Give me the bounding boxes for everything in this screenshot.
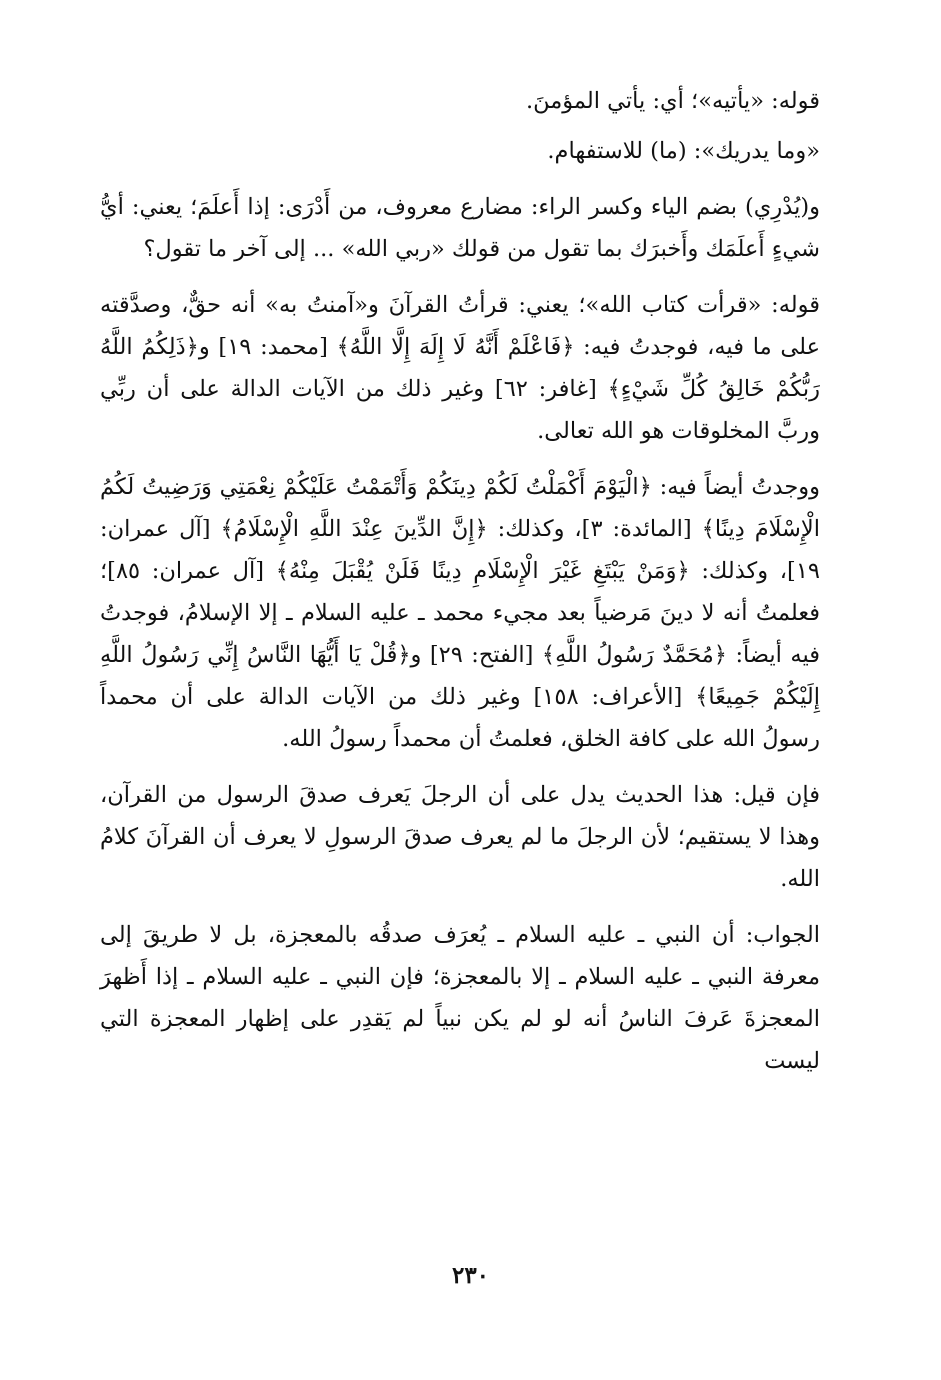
paragraph-6: فإن قيل: هذا الحديث يدل على أن الرجلَ يَعرف صدقَ الرسول من القرآن، وهذا لا يستقيم؛ لأن الرجلَ ما لم يعرف صدقَ الرسولِ لا يعرف أن القرآنَ كلامُ الله. (100, 782, 820, 892)
page-body (100, 80, 820, 1082)
paragraph-5: ووجدتُ أيضاً فيه: ﴿الْيَوْمَ أَكْمَلْتُ لَكُمْ دِينَكُمْ وَأَتْمَمْتُ عَلَيْكُمْ نِعْمَتِي وَرَضِيتُ لَكُمُ الْإِسْلَامَ دِينًا﴾ [المائدة: ٣]، وكذلك: ﴿إِنَّ الدِّينَ عِنْدَ اللَّهِ الْإِسْلَامُ﴾ [آل عمران: ١٩]، وكذلك: ﴿وَمَنْ يَبْتَغِ غَيْرَ الْإِسْلَامِ دِينًا فَلَنْ يُقْبَلَ مِنْهُ﴾ [آل عمران: ٨٥]؛ فعلمتُ أنه لا دينَ مَرضياً بعد مجيء محمد ـ عليه السلام ـ إلا الإسلامُ، فوجدتُ فيه أيضاً: ﴿مُحَمَّدٌ رَسُولُ اللَّهِ﴾ [الفتح: ٢٩] و﴿قُلْ يَا أَيُّهَا النَّاسُ إِنِّي رَسُولُ اللَّهِ إِلَيْكُمْ جَمِيعًا﴾ [الأعراف: ١٥٨] وغير ذلك من الآيات الدالة على أن محمداً رسولُ الله على كافة الخلق، فعلمتُ أن محمداً رسولُ الله. (100, 474, 820, 752)
paragraph-2: «وما يدريك»: (ما) للاستفهام. (547, 138, 820, 164)
paragraph-3: و(يُدْرِي) بضم الياء وكسر الراء: مضارع معروف، من أَدْرَى: إذا أَعلَمَ؛ يعني: أيُّ شيءٍ أَعلَمَك وأَخبرَك بما تقول من قولك «ربي الله» ... إلى آخر ما تقول؟ (100, 194, 820, 262)
page-number: ٢٣٠ (451, 1262, 490, 1289)
paragraph-7: الجواب: أن النبي ـ عليه السلام ـ يُعرَف صدقُه بالمعجزة، بل لا طريقَ إلى معرفة النبي ـ عليه السلام ـ إلا بالمعجزة؛ فإن النبي ـ عليه السلام ـ إذا أَظهرَ المعجزةَ عَرفَ الناسُ أنه لو لم يكن نبياً لم يَقدِر على إظهار المعجزة التي ليست (100, 922, 820, 1074)
paragraph-4: قوله: «قرأت كتاب الله»؛ يعني: قرأتُ القرآنَ و«آمنتُ به» أنه حقٌّ، وصدَّقته على ما فيه، فوجدتُ فيه: ﴿فَاعْلَمْ أَنَّهُ لَا إِلَهَ إِلَّا اللَّهُ﴾ [محمد: ١٩] و﴿ذَلِكُمُ اللَّهُ رَبُّكُمْ خَالِقُ كُلِّ شَيْءٍ﴾ [غافر: ٦٢] وغير ذلك من الآيات الدالة على أن ربِّي وربَّ المخلوقات هو الله تعالى. (100, 292, 820, 444)
paragraph-1: قوله: «يأتيه»؛ أي: يأتي المؤمنَ. (525, 88, 820, 114)
